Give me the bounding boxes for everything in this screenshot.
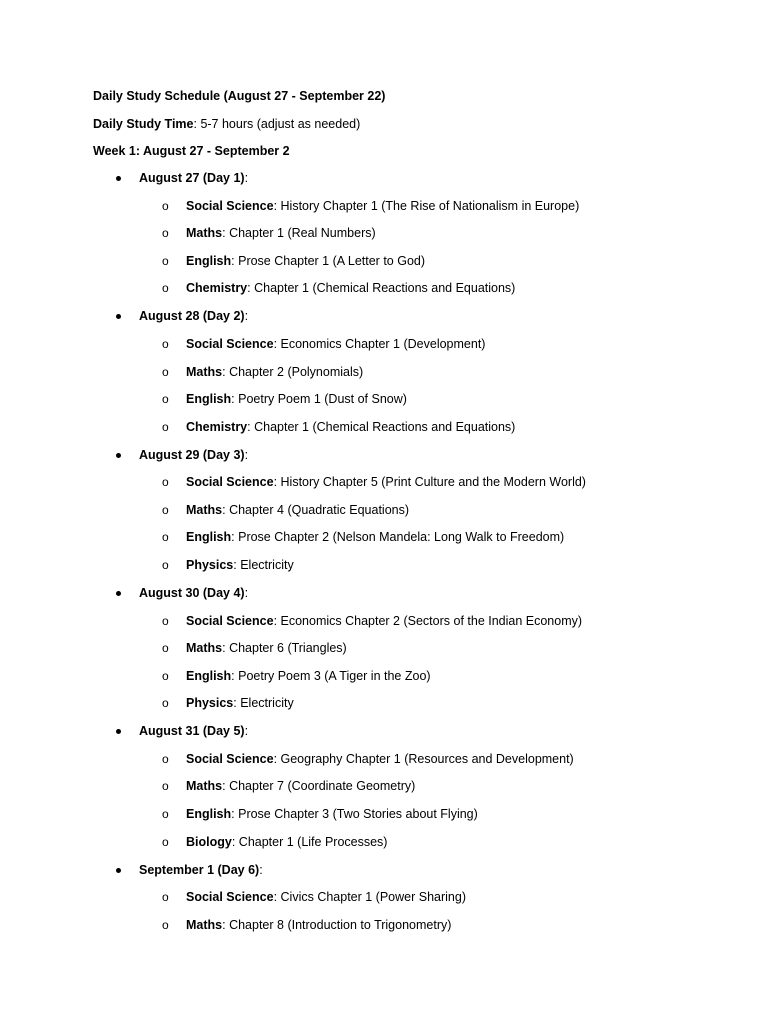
bullet-dot <box>116 176 121 181</box>
sub-bullet: o <box>162 226 169 241</box>
subject-label: Social Science <box>186 336 274 351</box>
day-label-colon: : <box>244 447 249 462</box>
subject-label: Social Science <box>186 475 274 490</box>
study-time-label: Daily Study Time <box>93 117 194 131</box>
day-label-colon: : <box>244 724 249 739</box>
day-heading <box>139 585 248 601</box>
list-item <box>186 280 515 296</box>
subject-detail: : Chapter 4 (Quadratic Equations) <box>222 502 410 517</box>
subject-label: Maths <box>186 779 223 794</box>
document-title: Daily Study Schedule (August 27 - September 22) <box>93 89 386 103</box>
list-item <box>186 917 451 933</box>
bullet-dot <box>116 591 121 596</box>
day-label-colon: : <box>259 862 263 877</box>
sub-bullet: o <box>162 641 169 656</box>
day-heading <box>139 862 263 878</box>
day-heading <box>139 170 248 186</box>
subject-detail: : Chapter 7 (Coordinate Geometry) <box>222 779 416 794</box>
day-label-colon: : <box>244 585 249 600</box>
sub-bullet: o <box>162 917 169 932</box>
subject-detail: : Prose Chapter 1 (A Letter to God) <box>231 253 426 268</box>
subject-label: Social Science <box>186 613 274 628</box>
day-label: August 30 (Day 4) <box>139 585 245 600</box>
subject-detail: : History Chapter 5 (Print Culture and the Modern World) <box>273 475 586 490</box>
list-item <box>186 640 347 656</box>
list-item <box>186 778 415 794</box>
sub-bullet: o <box>162 751 169 766</box>
sub-bullet: o <box>162 364 169 379</box>
study-time-value: : 5-7 hours (adjust as needed) <box>193 117 361 131</box>
subject-detail: : Economics Chapter 1 (Development) <box>273 336 486 351</box>
subject-label: Biology <box>186 834 232 849</box>
list-item <box>186 529 564 545</box>
list-item <box>186 336 485 352</box>
list-item <box>186 613 582 629</box>
sub-bullet: o <box>162 198 169 213</box>
subject-label: Physics <box>186 558 234 572</box>
subject-label: Maths <box>186 226 223 241</box>
list-item <box>186 253 425 269</box>
sub-bullet: o <box>162 502 169 517</box>
day-label: August 31 (Day 5) <box>139 724 245 739</box>
subject-label: Maths <box>186 641 223 656</box>
bullet-dot <box>116 314 121 319</box>
subject-detail: : Prose Chapter 2 (Nelson Mandela: Long Walk to Freedom) <box>231 530 565 545</box>
list-item <box>186 225 376 241</box>
day-label: September 1 (Day 6) <box>139 862 260 877</box>
sub-bullet: o <box>162 475 169 490</box>
subject-detail: : Geography Chapter 1 (Resources and Development) <box>273 751 574 766</box>
subject-label: Social Science <box>186 198 274 213</box>
sub-bullet: o <box>162 807 169 821</box>
subject-label: English <box>186 253 232 268</box>
day-label: August 27 (Day 1) <box>139 171 245 185</box>
day-label-colon: : <box>244 309 249 324</box>
subject-detail: : Prose Chapter 3 (Two Stories about Flying) <box>231 807 478 821</box>
subject-label: Physics <box>186 696 234 711</box>
sub-bullet: o <box>162 696 169 711</box>
bullet-dot <box>116 453 121 458</box>
subject-detail: : Chapter 2 (Polynomials) <box>222 364 364 379</box>
subject-detail: : Economics Chapter 2 (Sectors of the Indian Economy) <box>273 613 583 628</box>
subject-label: English <box>186 807 232 821</box>
subject-detail: : Civics Chapter 1 (Power Sharing) <box>273 890 466 905</box>
subject-detail: : Chapter 1 (Chemical Reactions and Equations) <box>247 281 516 296</box>
subject-detail: : Electricity <box>233 558 294 572</box>
bullet-dot <box>116 729 121 734</box>
subject-label: Chemistry <box>186 419 248 434</box>
list-item <box>186 502 409 518</box>
day-heading <box>139 723 248 739</box>
list-item <box>186 557 294 573</box>
list-item <box>186 834 387 850</box>
sub-bullet: o <box>162 558 169 572</box>
subject-label: English <box>186 668 232 683</box>
sub-bullet: o <box>162 834 169 849</box>
subject-label: Social Science <box>186 890 274 905</box>
list-item <box>186 391 407 407</box>
study-time-line <box>93 116 360 132</box>
subject-detail: : Chapter 1 (Chemical Reactions and Equations) <box>247 419 516 434</box>
sub-bullet: o <box>162 392 169 407</box>
subject-detail: : Poetry Poem 3 (A Tiger in the Zoo) <box>231 668 431 683</box>
subject-label: English <box>186 530 232 545</box>
list-item <box>186 668 431 684</box>
subject-detail: : History Chapter 1 (The Rise of Nationalism in Europe) <box>273 198 580 213</box>
list-item <box>186 889 466 905</box>
subject-detail: : Poetry Poem 1 (Dust of Snow) <box>231 392 407 407</box>
sub-bullet: o <box>162 530 169 545</box>
list-item <box>186 695 294 711</box>
subject-label: Maths <box>186 502 223 517</box>
sub-bullet: o <box>162 336 169 351</box>
list-item <box>186 198 579 214</box>
day-heading <box>139 308 248 324</box>
sub-bullet: o <box>162 419 169 434</box>
day-label: August 29 (Day 3) <box>139 447 245 462</box>
subject-detail: : Chapter 8 (Introduction to Trigonometry) <box>222 917 452 932</box>
subject-label: Social Science <box>186 751 274 766</box>
subject-label: Maths <box>186 917 223 932</box>
list-item <box>186 419 515 435</box>
subject-detail: : Electricity <box>233 696 294 711</box>
sub-bullet: o <box>162 779 169 794</box>
bullet-dot <box>116 868 121 873</box>
subject-label: Maths <box>186 364 223 379</box>
sub-bullet: o <box>162 281 169 296</box>
day-label-colon: : <box>244 171 249 185</box>
day-label: August 28 (Day 2) <box>139 309 245 324</box>
week-heading: Week 1: August 27 - September 2 <box>93 144 290 158</box>
subject-label: English <box>186 392 232 407</box>
list-item <box>186 364 363 380</box>
subject-label: Chemistry <box>186 281 248 296</box>
sub-bullet: o <box>162 890 169 905</box>
sub-bullet: o <box>162 613 169 628</box>
subject-detail: : Chapter 6 (Triangles) <box>222 641 347 656</box>
list-item <box>186 474 586 490</box>
subject-detail: : Chapter 1 (Life Processes) <box>231 834 388 849</box>
list-item <box>186 806 478 822</box>
list-item <box>186 751 574 767</box>
subject-detail: : Chapter 1 (Real Numbers) <box>222 226 376 241</box>
sub-bullet: o <box>162 253 169 268</box>
sub-bullet: o <box>162 668 169 683</box>
day-heading <box>139 447 248 463</box>
